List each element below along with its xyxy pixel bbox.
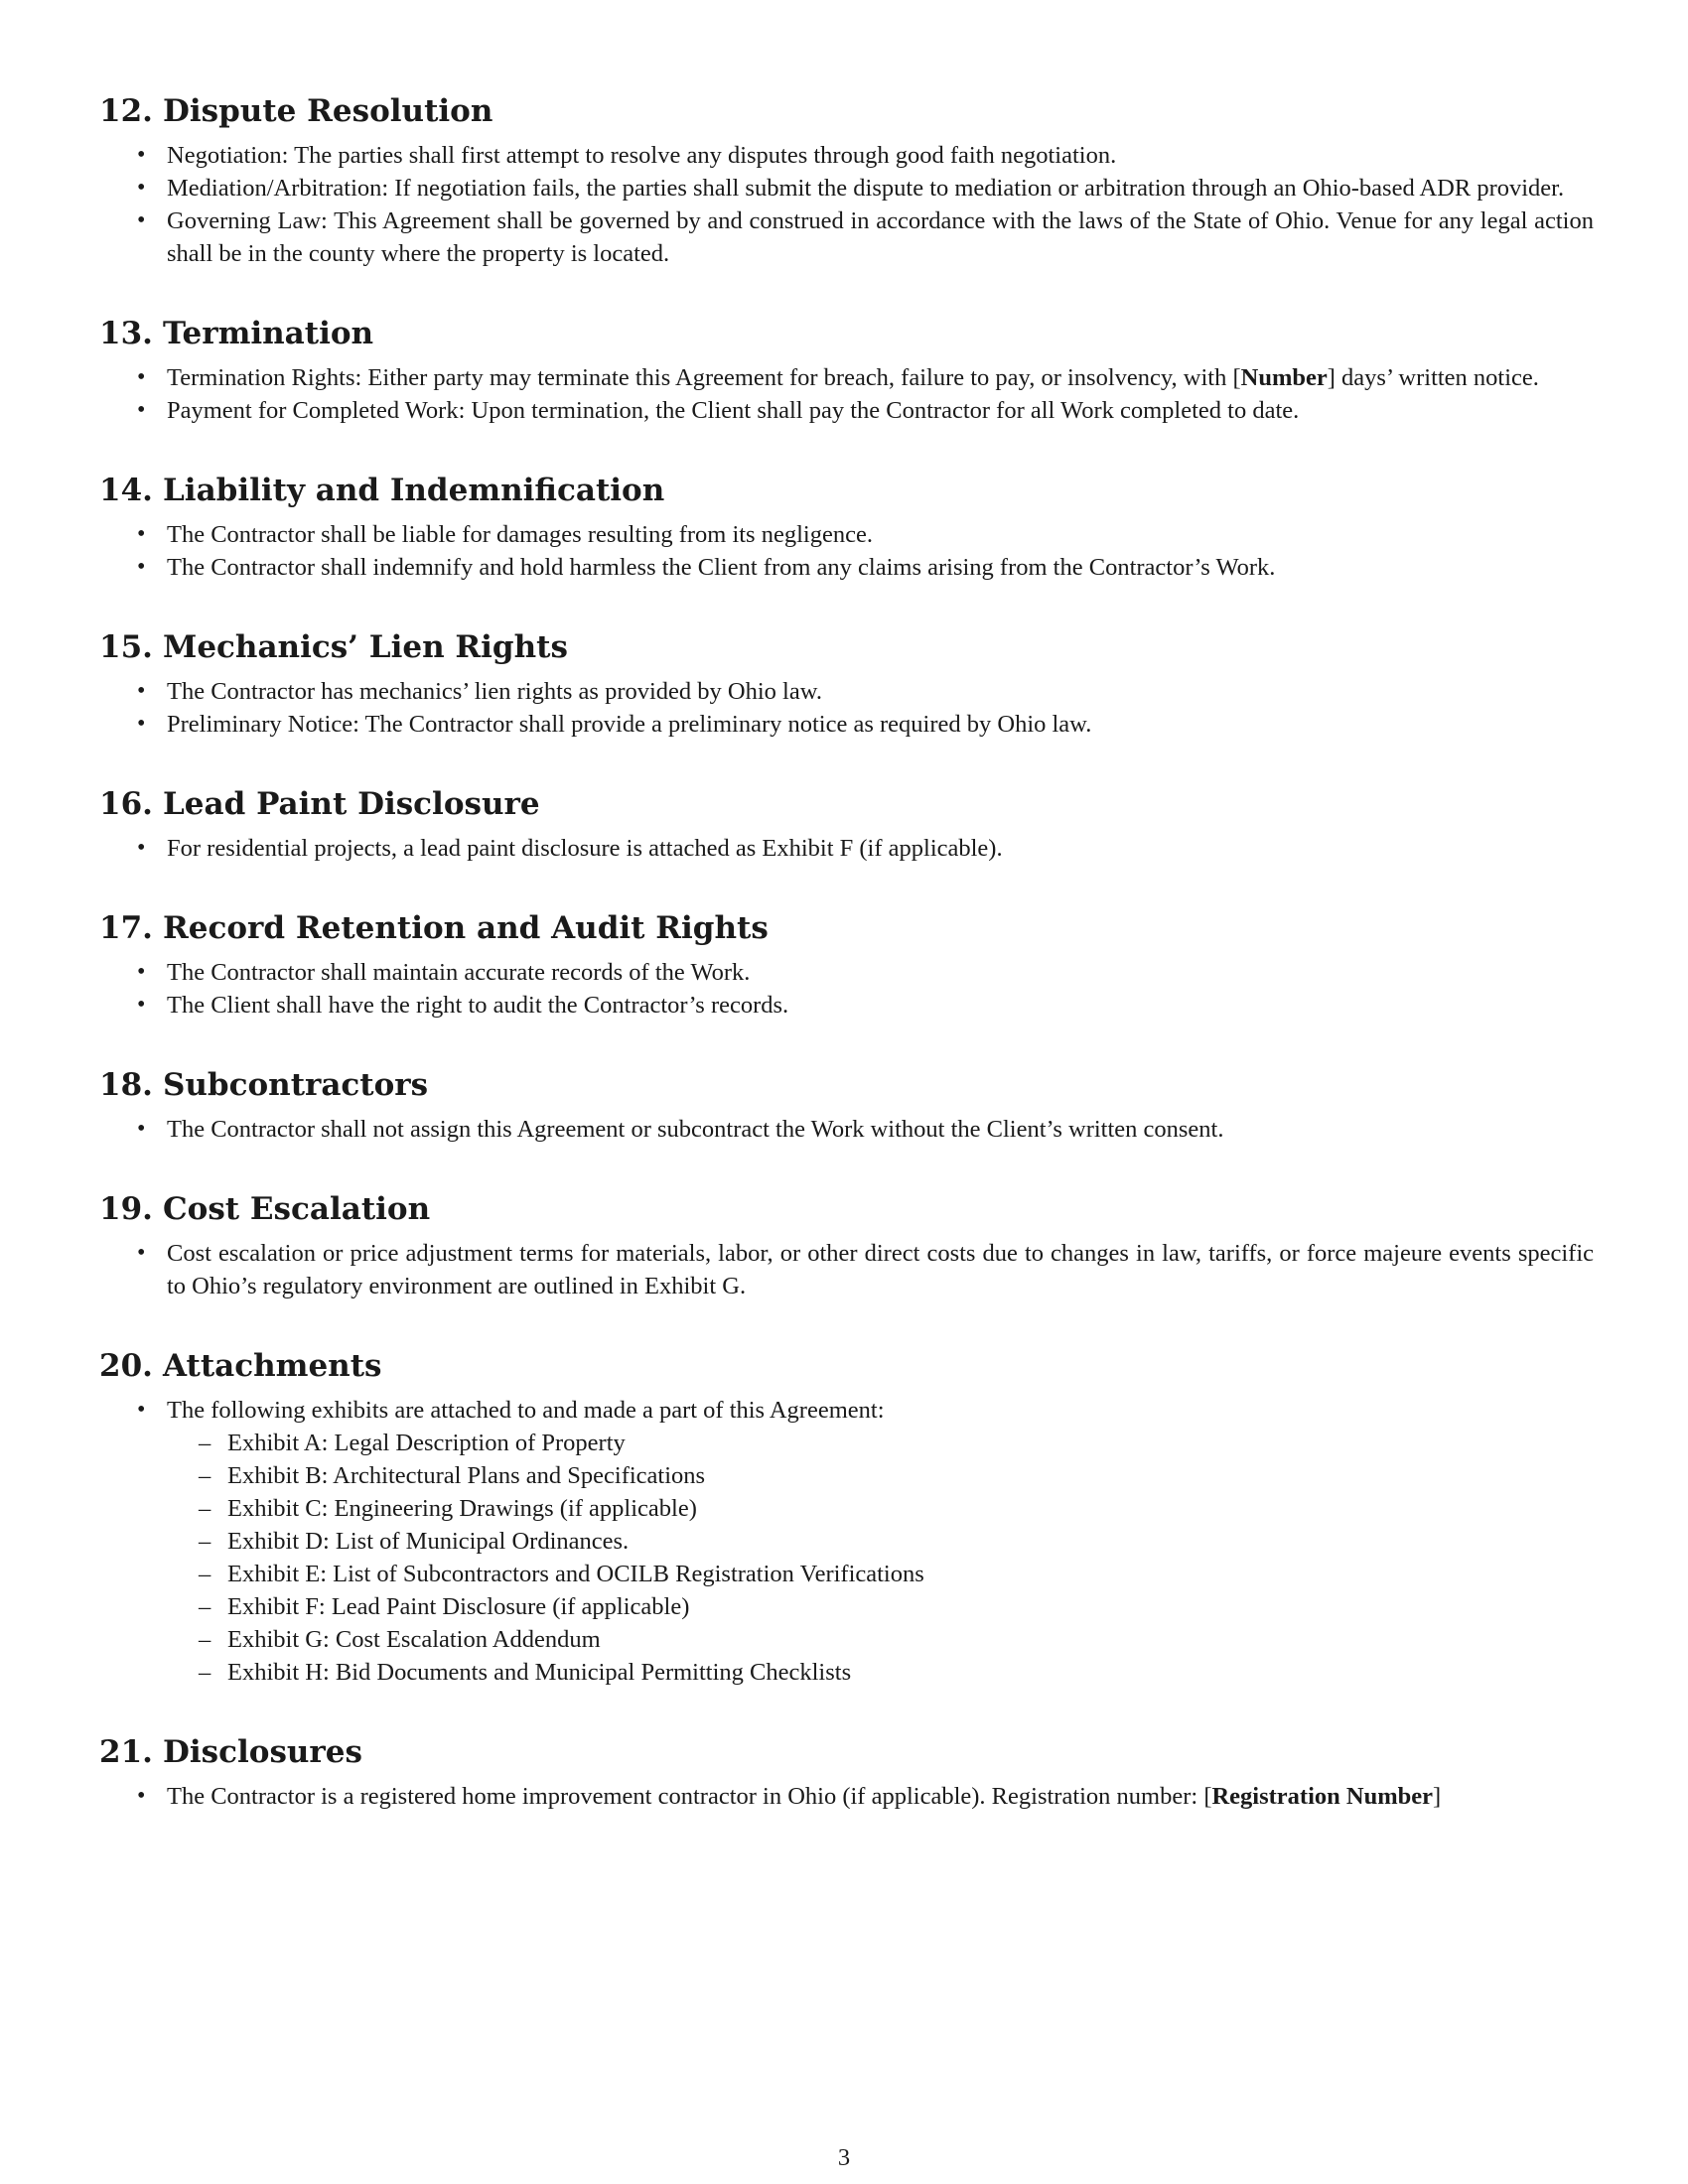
- list-item: • Negotiation: The parties shall first attempt to resolve any disputes through good faith negotiation.: [99, 139, 1594, 172]
- section-heading: 15. Mechanics’ Lien Rights: [99, 629, 568, 665]
- exhibit-item: – Exhibit G: Cost Escalation Addendum: [167, 1623, 1594, 1656]
- list-item: • The Contractor shall be liable for damages resulting from its negligence.: [99, 518, 1594, 551]
- section-disclosures: [99, 1732, 1594, 1813]
- list-item: • For residential projects, a lead paint disclosure is attached as Exhibit F (if applicable).: [99, 832, 1594, 865]
- list-item: • Payment for Completed Work: Upon termination, the Client shall pay the Contractor for all Work completed to date.: [99, 394, 1594, 427]
- section-heading: 18. Subcontractors: [99, 1067, 429, 1103]
- exhibit-item: – Exhibit A: Legal Description of Property: [167, 1427, 1594, 1459]
- section-heading: 21. Disclosures: [99, 1734, 362, 1770]
- bullet-list: [99, 956, 1594, 1022]
- section-heading: 13. Termination: [99, 316, 374, 351]
- page-number: 3: [837, 2144, 851, 2171]
- section-heading: 20. Attachments: [99, 1348, 382, 1384]
- document-page: [99, 91, 1594, 1856]
- list-item: • Preliminary Notice: The Contractor shall provide a preliminary notice as required by Ohio law.: [99, 708, 1594, 741]
- list-item: • Governing Law: This Agreement shall be governed by and construed in accordance with the laws of the State of Ohio. Venue for any legal action shall be in the county where the property is located.: [99, 205, 1594, 270]
- bullet-list: [99, 1394, 1594, 1689]
- list-item: • The Contractor shall indemnify and hold harmless the Client from any claims arising from the Contractor’s Work.: [99, 551, 1594, 584]
- section-heading: 12. Dispute Resolution: [99, 93, 493, 129]
- exhibit-item: – Exhibit F: Lead Paint Disclosure (if applicable): [167, 1590, 1594, 1623]
- bullet-list: [99, 361, 1594, 427]
- exhibit-item: – Exhibit D: List of Municipal Ordinances.: [167, 1525, 1594, 1558]
- section-attachments: [99, 1346, 1594, 1689]
- list-item: • The Contractor has mechanics’ lien rights as provided by Ohio law.: [99, 675, 1594, 708]
- bullet-list: [99, 139, 1594, 270]
- list-item: • Termination Rights: Either party may terminate this Agreement for breach, failure to pay, or insolvency, with [Number] days’ written notice.: [99, 361, 1594, 394]
- section-lead-paint-disclosure: [99, 784, 1594, 865]
- exhibit-item: – Exhibit C: Engineering Drawings (if applicable): [167, 1492, 1594, 1525]
- section-cost-escalation: [99, 1189, 1594, 1302]
- bullet-list: [99, 675, 1594, 741]
- section-dispute-resolution: [99, 91, 1594, 270]
- list-item: • Cost escalation or price adjustment terms for materials, labor, or other direct costs due to changes in law, tariffs, or force majeure events specific to Ohio’s regulatory environment are outlined in Exhibit G.: [99, 1237, 1594, 1302]
- bullet-list: [99, 1780, 1594, 1813]
- exhibit-item: – Exhibit B: Architectural Plans and Specifications: [167, 1459, 1594, 1492]
- section-heading: 16. Lead Paint Disclosure: [99, 786, 540, 822]
- bullet-list: [99, 1113, 1594, 1146]
- exhibit-list: [167, 1427, 1594, 1689]
- list-item: • The Client shall have the right to audit the Contractor’s records.: [99, 989, 1594, 1022]
- list-item: • Mediation/Arbitration: If negotiation fails, the parties shall submit the dispute to mediation or arbitration through an Ohio-based ADR provider.: [99, 172, 1594, 205]
- section-heading: 17. Record Retention and Audit Rights: [99, 910, 769, 946]
- section-heading: 14. Liability and Indemnification: [99, 473, 665, 508]
- section-heading: 19. Cost Escalation: [99, 1191, 431, 1227]
- placeholder-registration-number: Registration Number: [1211, 1783, 1433, 1810]
- bullet-list: [99, 1237, 1594, 1302]
- exhibit-item: – Exhibit E: List of Subcontractors and OCILB Registration Verifications: [167, 1558, 1594, 1590]
- list-item: • The Contractor is a registered home improvement contractor in Ohio (if applicable). Registration number: [Registration Number]: [99, 1780, 1594, 1813]
- section-liability-indemnification: [99, 471, 1594, 584]
- section-subcontractors: [99, 1065, 1594, 1146]
- section-record-retention: [99, 908, 1594, 1022]
- bullet-list: [99, 832, 1594, 865]
- list-item: • The Contractor shall maintain accurate records of the Work.: [99, 956, 1594, 989]
- exhibit-item: – Exhibit H: Bid Documents and Municipal Permitting Checklists: [167, 1656, 1594, 1689]
- placeholder-number: Number: [1240, 364, 1328, 391]
- bullet-list: [99, 518, 1594, 584]
- list-item: • The following exhibits are attached to and made a part of this Agreement: – Exhibit A: Legal Description of Property – Exhibit B: Architectural Plans and Specifications – Exhibit C: Engineering Drawings (if applicable) – Exhibit D: List of Municipal Ordinances. – Exhibit E: List of Subcontractors and OCILB Registration Verifications – Exhibit F: Lead Paint Disclosure (if applicable) – Exhibit G: Cost Escalation Addendum – Exhibit H: Bid Documents and Municipal Permitting Checklists: [99, 1394, 1594, 1689]
- section-mechanics-lien-rights: [99, 627, 1594, 741]
- section-termination: [99, 314, 1594, 427]
- list-item: • The Contractor shall not assign this Agreement or subcontract the Work without the Client’s written consent.: [99, 1113, 1594, 1146]
